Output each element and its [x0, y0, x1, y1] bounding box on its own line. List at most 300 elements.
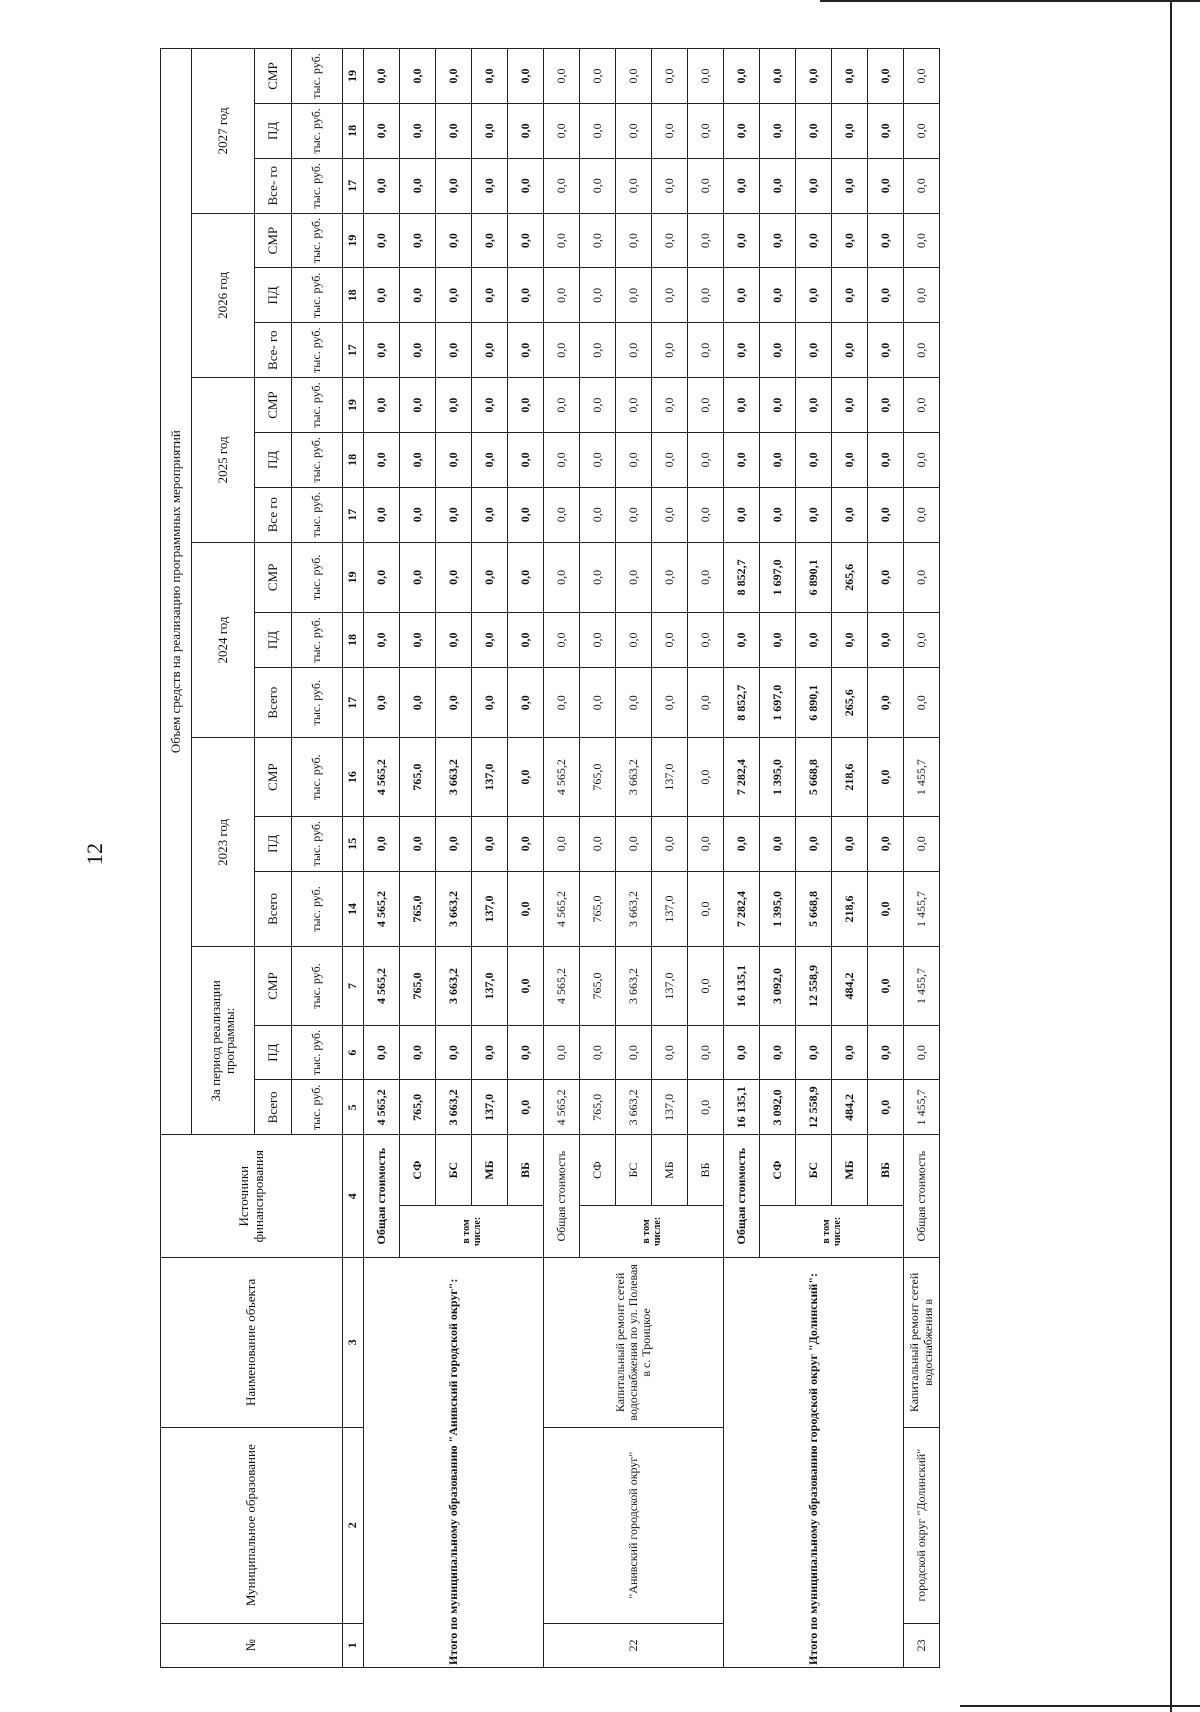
value-cell: 3 663,2: [436, 947, 472, 1025]
value-cell: 484,2: [832, 947, 868, 1025]
value-cell: 0,0: [652, 432, 688, 487]
value-cell: 0,0: [796, 323, 832, 378]
value-cell: 0,0: [544, 323, 580, 378]
col-sources-header: Источники финансирования: [161, 1135, 343, 1258]
sub-header: СМР: [255, 49, 292, 104]
column-index: 18: [343, 432, 364, 487]
total-label: Итого по муниципальному образованию городской округ "Долинский":: [724, 1258, 904, 1668]
value-cell: 0,0: [580, 268, 616, 323]
value-cell: 0,0: [688, 268, 724, 323]
value-cell: 16 135,1: [724, 1080, 760, 1135]
value-cell: 0,0: [472, 323, 508, 378]
value-cell: 0,0: [616, 432, 652, 487]
value-cell: 0,0: [436, 49, 472, 104]
column-index: 1: [343, 1623, 364, 1667]
value-cell: 0,0: [904, 542, 940, 613]
value-cell: 0,0: [868, 378, 904, 433]
unit-label: тыс. руб.: [292, 49, 343, 104]
value-cell: 0,0: [688, 816, 724, 871]
value-cell: 0,0: [904, 49, 940, 104]
value-cell: 3 663,2: [436, 738, 472, 816]
value-cell: 0,0: [364, 158, 400, 213]
value-cell: 0,0: [868, 1080, 904, 1135]
incl-label: в том числе:: [400, 1205, 544, 1257]
value-cell: 1 395,0: [760, 738, 796, 816]
program-funding-table: [160, 48, 940, 1668]
value-cell: 0,0: [400, 323, 436, 378]
value-cell: 0,0: [724, 432, 760, 487]
value-cell: 6 890,1: [796, 542, 832, 613]
column-index: 17: [343, 158, 364, 213]
value-cell: 0,0: [472, 378, 508, 433]
value-cell: 7 282,4: [724, 871, 760, 947]
value-cell: 0,0: [544, 432, 580, 487]
object-name: Капитальный ремонт сетей водоснабжения в: [904, 1258, 940, 1428]
value-cell: 0,0: [580, 542, 616, 613]
value-cell: 0,0: [472, 49, 508, 104]
value-cell: 0,0: [688, 104, 724, 159]
value-cell: 0,0: [724, 158, 760, 213]
value-cell: 0,0: [616, 487, 652, 542]
value-cell: 0,0: [832, 487, 868, 542]
value-cell: 0,0: [436, 613, 472, 668]
source-label: Общая стоимость: [544, 1135, 580, 1258]
value-cell: 137,0: [652, 1080, 688, 1135]
value-cell: 0,0: [616, 1025, 652, 1080]
value-cell: 4 565,2: [544, 871, 580, 947]
column-index: 4: [343, 1135, 364, 1258]
sub-header: СМР: [255, 542, 292, 613]
value-cell: 0,0: [616, 613, 652, 668]
unit-label: тыс. руб.: [292, 542, 343, 613]
value-cell: 0,0: [868, 487, 904, 542]
value-cell: 137,0: [472, 871, 508, 947]
col-municipality-header: Муниципальное образование: [161, 1427, 343, 1623]
value-cell: 0,0: [436, 487, 472, 542]
value-cell: 765,0: [580, 1080, 616, 1135]
value-cell: 137,0: [472, 738, 508, 816]
value-cell: 4 565,2: [544, 1080, 580, 1135]
value-cell: 0,0: [508, 947, 544, 1025]
value-cell: 0,0: [868, 158, 904, 213]
value-cell: 0,0: [868, 1025, 904, 1080]
value-cell: 137,0: [472, 1080, 508, 1135]
value-cell: 0,0: [724, 487, 760, 542]
sub-header: Все го: [255, 487, 292, 542]
value-cell: 765,0: [400, 1080, 436, 1135]
value-cell: 0,0: [544, 667, 580, 738]
value-cell: 0,0: [868, 816, 904, 871]
value-cell: 0,0: [508, 104, 544, 159]
unit-label: тыс. руб.: [292, 947, 343, 1025]
sub-header: СМР: [255, 378, 292, 433]
value-cell: 0,0: [904, 613, 940, 668]
column-index: 5: [343, 1080, 364, 1135]
source-label: МБ: [472, 1135, 508, 1206]
value-cell: 0,0: [580, 378, 616, 433]
value-cell: 1 395,0: [760, 871, 796, 947]
value-cell: 0,0: [400, 49, 436, 104]
value-cell: 0,0: [400, 432, 436, 487]
column-index: 3: [343, 1258, 364, 1428]
source-label: ВБ: [688, 1135, 724, 1206]
value-cell: 0,0: [508, 613, 544, 668]
value-cell: 1 455,7: [904, 871, 940, 947]
value-cell: 0,0: [364, 268, 400, 323]
value-cell: 0,0: [868, 738, 904, 816]
municipality-name: городской округ "Долинский": [904, 1427, 940, 1623]
value-cell: 0,0: [616, 213, 652, 268]
unit-label: тыс. руб.: [292, 104, 343, 159]
value-cell: 0,0: [508, 816, 544, 871]
year-2023-header: 2023 год: [192, 738, 255, 947]
value-cell: 0,0: [868, 432, 904, 487]
value-cell: 0,0: [508, 323, 544, 378]
value-cell: 0,0: [724, 378, 760, 433]
value-cell: 0,0: [400, 816, 436, 871]
unit-label: тыс. руб.: [292, 667, 343, 738]
value-cell: 0,0: [580, 104, 616, 159]
value-cell: 0,0: [580, 432, 616, 487]
value-cell: 0,0: [688, 432, 724, 487]
value-cell: 0,0: [832, 432, 868, 487]
source-label: МБ: [832, 1135, 868, 1206]
value-cell: 1 697,0: [760, 542, 796, 613]
value-cell: 0,0: [544, 268, 580, 323]
value-cell: 5 668,8: [796, 871, 832, 947]
column-index: 7: [343, 947, 364, 1025]
table-row: [364, 49, 400, 1668]
value-cell: 3 663,2: [616, 871, 652, 947]
value-cell: 0,0: [472, 1025, 508, 1080]
value-cell: 0,0: [760, 158, 796, 213]
source-label: БС: [436, 1135, 472, 1206]
incl-label: в том числе:: [760, 1205, 904, 1257]
value-cell: 0,0: [544, 158, 580, 213]
value-cell: 0,0: [760, 323, 796, 378]
value-cell: 0,0: [796, 816, 832, 871]
value-cell: 1 455,7: [904, 738, 940, 816]
column-index: 18: [343, 268, 364, 323]
column-index: 2: [343, 1427, 364, 1623]
value-cell: 4 565,2: [364, 1080, 400, 1135]
value-cell: 3 663,2: [436, 1080, 472, 1135]
value-cell: 0,0: [400, 268, 436, 323]
value-cell: 4 565,2: [544, 947, 580, 1025]
unit-label: тыс. руб.: [292, 213, 343, 268]
unit-label: тыс. руб.: [292, 1080, 343, 1135]
value-cell: 3 092,0: [760, 947, 796, 1025]
value-cell: 0,0: [760, 1025, 796, 1080]
value-cell: 0,0: [436, 158, 472, 213]
value-cell: 0,0: [724, 104, 760, 159]
value-cell: 0,0: [724, 323, 760, 378]
value-cell: 0,0: [868, 49, 904, 104]
value-cell: 0,0: [688, 158, 724, 213]
value-cell: 0,0: [616, 49, 652, 104]
sub-header: ПД: [255, 816, 292, 871]
value-cell: 0,0: [364, 542, 400, 613]
value-cell: 0,0: [652, 378, 688, 433]
value-cell: 0,0: [580, 816, 616, 871]
value-cell: 0,0: [652, 1025, 688, 1080]
value-cell: 0,0: [472, 158, 508, 213]
value-cell: 0,0: [580, 1025, 616, 1080]
value-cell: 0,0: [868, 667, 904, 738]
value-cell: 0,0: [544, 378, 580, 433]
row-number: 23: [904, 1623, 940, 1667]
value-cell: 765,0: [400, 738, 436, 816]
value-cell: 0,0: [688, 613, 724, 668]
value-cell: 0,0: [760, 487, 796, 542]
value-cell: 0,0: [400, 542, 436, 613]
table-row: [544, 49, 580, 1668]
value-cell: 0,0: [724, 1025, 760, 1080]
column-index: 19: [343, 49, 364, 104]
page-number: 12: [82, 843, 107, 865]
sub-header: ПД: [255, 268, 292, 323]
value-cell: 0,0: [652, 268, 688, 323]
value-cell: 0,0: [796, 268, 832, 323]
value-cell: 3 663,2: [616, 947, 652, 1025]
value-cell: 0,0: [868, 268, 904, 323]
value-cell: 0,0: [688, 1080, 724, 1135]
value-cell: 218,6: [832, 871, 868, 947]
value-cell: 0,0: [436, 1025, 472, 1080]
column-index: 15: [343, 816, 364, 871]
value-cell: 0,0: [832, 816, 868, 871]
value-cell: 0,0: [724, 49, 760, 104]
column-index: 19: [343, 378, 364, 433]
value-cell: 0,0: [364, 49, 400, 104]
column-index: 17: [343, 667, 364, 738]
value-cell: 0,0: [508, 487, 544, 542]
sub-header: ПД: [255, 104, 292, 159]
value-cell: 0,0: [472, 104, 508, 159]
value-cell: 0,0: [688, 213, 724, 268]
municipality-name: "Анивский городской округ": [544, 1427, 724, 1623]
value-cell: 0,0: [508, 49, 544, 104]
value-cell: 0,0: [796, 487, 832, 542]
unit-label: тыс. руб.: [292, 158, 343, 213]
value-cell: 0,0: [796, 432, 832, 487]
unit-label: тыс. руб.: [292, 432, 343, 487]
value-cell: 0,0: [832, 1025, 868, 1080]
value-cell: 0,0: [796, 213, 832, 268]
value-cell: 0,0: [544, 49, 580, 104]
source-label: СФ: [580, 1135, 616, 1206]
value-cell: 0,0: [904, 432, 940, 487]
sub-header: СМР: [255, 738, 292, 816]
value-cell: 0,0: [760, 213, 796, 268]
value-cell: 765,0: [580, 738, 616, 816]
value-cell: 0,0: [868, 323, 904, 378]
value-cell: 0,0: [580, 323, 616, 378]
value-cell: 0,0: [652, 49, 688, 104]
value-cell: 0,0: [544, 816, 580, 871]
value-cell: 0,0: [724, 613, 760, 668]
value-cell: 0,0: [724, 213, 760, 268]
column-index: 19: [343, 542, 364, 613]
value-cell: 1 697,0: [760, 667, 796, 738]
value-cell: 0,0: [868, 871, 904, 947]
value-cell: 0,0: [652, 542, 688, 613]
source-label: БС: [616, 1135, 652, 1206]
value-cell: 0,0: [652, 613, 688, 668]
value-cell: 0,0: [616, 104, 652, 159]
value-cell: 0,0: [436, 213, 472, 268]
value-cell: 3 092,0: [760, 1080, 796, 1135]
row-number: 22: [544, 1623, 724, 1667]
value-cell: 0,0: [508, 378, 544, 433]
value-cell: 4 565,2: [364, 947, 400, 1025]
value-cell: 0,0: [436, 104, 472, 159]
value-cell: 0,0: [652, 816, 688, 871]
scan-border-bottom: [960, 1705, 1200, 1707]
value-cell: 137,0: [652, 871, 688, 947]
column-index: 6: [343, 1025, 364, 1080]
value-cell: 0,0: [436, 816, 472, 871]
value-cell: 4 565,2: [544, 738, 580, 816]
value-cell: 6 890,1: [796, 667, 832, 738]
value-cell: 0,0: [904, 104, 940, 159]
value-cell: 0,0: [544, 487, 580, 542]
value-cell: 0,0: [472, 213, 508, 268]
value-cell: 0,0: [688, 49, 724, 104]
year-2027-header: 2027 год: [192, 49, 255, 214]
unit-label: тыс. руб.: [292, 378, 343, 433]
value-cell: 0,0: [472, 268, 508, 323]
value-cell: 0,0: [688, 871, 724, 947]
value-cell: 0,0: [724, 268, 760, 323]
sub-header: Всего: [255, 871, 292, 947]
value-cell: 0,0: [796, 613, 832, 668]
value-cell: 0,0: [364, 213, 400, 268]
value-cell: 0,0: [904, 816, 940, 871]
column-index: 14: [343, 871, 364, 947]
value-cell: 0,0: [580, 49, 616, 104]
value-cell: 0,0: [544, 104, 580, 159]
value-cell: 3 663,2: [616, 1080, 652, 1135]
value-cell: 0,0: [400, 613, 436, 668]
value-cell: 4 565,2: [364, 871, 400, 947]
col-object-header: Наименование объекта: [161, 1258, 343, 1428]
value-cell: 0,0: [796, 49, 832, 104]
unit-label: тыс. руб.: [292, 1025, 343, 1080]
value-cell: 0,0: [508, 738, 544, 816]
value-cell: 765,0: [400, 947, 436, 1025]
value-cell: 0,0: [436, 542, 472, 613]
value-cell: 0,0: [508, 158, 544, 213]
value-cell: 0,0: [472, 487, 508, 542]
value-cell: 765,0: [580, 947, 616, 1025]
column-index: 18: [343, 613, 364, 668]
value-cell: 0,0: [400, 213, 436, 268]
table-row: [724, 49, 760, 1668]
value-cell: 765,0: [580, 871, 616, 947]
value-cell: 0,0: [760, 613, 796, 668]
value-cell: 0,0: [760, 432, 796, 487]
value-cell: 0,0: [652, 323, 688, 378]
unit-label: тыс. руб.: [292, 738, 343, 816]
value-cell: 0,0: [688, 542, 724, 613]
value-cell: 0,0: [508, 213, 544, 268]
value-cell: 0,0: [688, 487, 724, 542]
value-cell: 0,0: [832, 613, 868, 668]
value-cell: 8 852,7: [724, 667, 760, 738]
value-cell: 4 565,2: [364, 738, 400, 816]
sub-header: Все- го: [255, 323, 292, 378]
source-label: БС: [796, 1135, 832, 1206]
sub-header: ПД: [255, 1025, 292, 1080]
source-label: Общая стоимость: [364, 1135, 400, 1258]
value-cell: 0,0: [796, 378, 832, 433]
value-cell: 0,0: [508, 667, 544, 738]
value-cell: 484,2: [832, 1080, 868, 1135]
value-cell: 1 455,7: [904, 1080, 940, 1135]
value-cell: 0,0: [616, 816, 652, 871]
value-cell: 1 455,7: [904, 947, 940, 1025]
unit-label: тыс. руб.: [292, 871, 343, 947]
value-cell: 0,0: [436, 378, 472, 433]
value-cell: 0,0: [652, 104, 688, 159]
value-cell: 0,0: [508, 1080, 544, 1135]
value-cell: 0,0: [364, 1025, 400, 1080]
value-cell: 265,6: [832, 667, 868, 738]
value-cell: 0,0: [868, 542, 904, 613]
value-cell: 0,0: [616, 323, 652, 378]
value-cell: 0,0: [760, 268, 796, 323]
value-cell: 0,0: [904, 487, 940, 542]
table-row: [904, 49, 940, 1668]
value-cell: 0,0: [868, 947, 904, 1025]
value-cell: 0,0: [364, 613, 400, 668]
value-cell: 0,0: [904, 213, 940, 268]
value-cell: 0,0: [616, 158, 652, 213]
source-label: МБ: [652, 1135, 688, 1206]
year-2024-header: 2024 год: [192, 542, 255, 738]
value-cell: 0,0: [832, 323, 868, 378]
value-cell: 0,0: [832, 378, 868, 433]
value-cell: 0,0: [364, 487, 400, 542]
source-label: СФ: [400, 1135, 436, 1206]
value-cell: 0,0: [508, 1025, 544, 1080]
value-cell: 8 852,7: [724, 542, 760, 613]
value-cell: 0,0: [760, 378, 796, 433]
value-cell: 0,0: [364, 104, 400, 159]
value-cell: 0,0: [400, 1025, 436, 1080]
unit-label: тыс. руб.: [292, 323, 343, 378]
value-cell: 265,6: [832, 542, 868, 613]
value-cell: 0,0: [400, 104, 436, 159]
column-index-row: [343, 49, 364, 1668]
source-label: Общая стоимость: [904, 1135, 940, 1258]
object-name: Капитальный ремонт сетей водоснабжения по ул. Полевая в с. Троицкое: [544, 1258, 724, 1428]
value-cell: 0,0: [508, 268, 544, 323]
value-cell: 0,0: [688, 323, 724, 378]
value-cell: 0,0: [364, 816, 400, 871]
value-cell: 12 558,9: [796, 947, 832, 1025]
value-cell: 0,0: [868, 213, 904, 268]
value-cell: 0,0: [724, 816, 760, 871]
value-cell: 0,0: [364, 323, 400, 378]
value-cell: 0,0: [364, 667, 400, 738]
value-cell: 0,0: [796, 1025, 832, 1080]
scan-border-top: [820, 0, 1200, 2]
value-cell: 0,0: [652, 487, 688, 542]
year-2026-header: 2026 год: [192, 213, 255, 377]
value-cell: 16 135,1: [724, 947, 760, 1025]
